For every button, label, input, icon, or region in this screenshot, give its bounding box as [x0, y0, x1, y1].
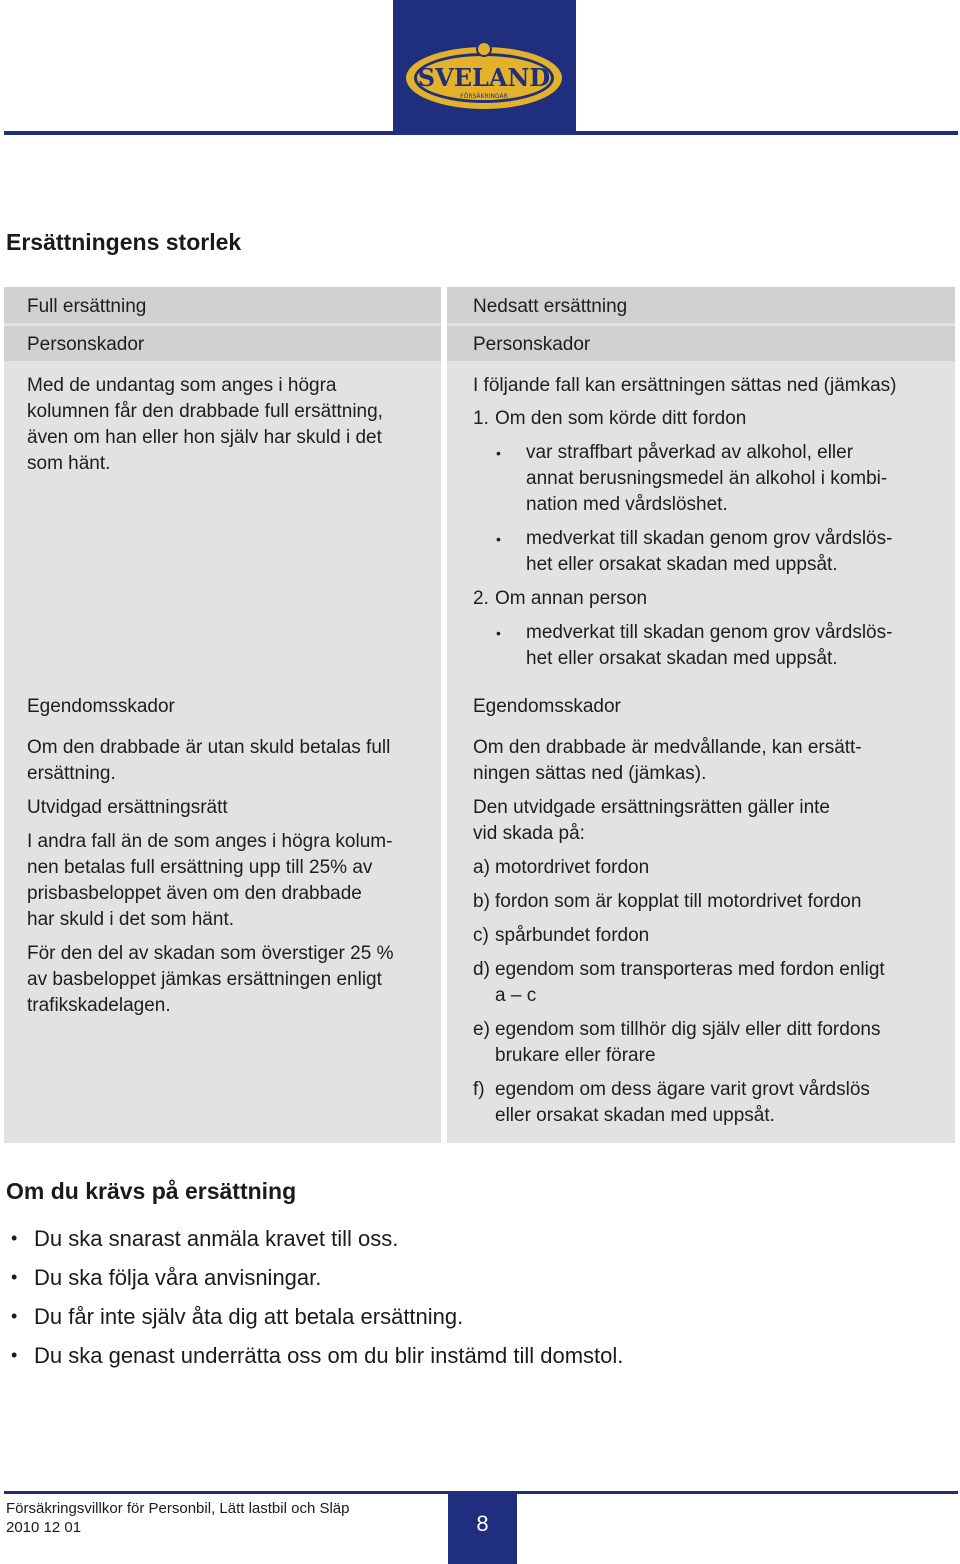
left-utvidgad-line: I andra fall än de som anges i högra kolum-	[27, 831, 393, 852]
header-rule	[4, 131, 958, 135]
left-personskador-line: kolumnen får den drabbade full ersättning,	[27, 401, 383, 422]
list-item-line: fordon som är kopplat till motordrivet fordon	[495, 891, 862, 912]
list-letter: c)	[473, 925, 489, 946]
right-egendom-label: Egendomsskador	[473, 696, 621, 717]
left-personskador-label: Personskador	[27, 334, 145, 355]
list-item-line: motordrivet fordon	[495, 857, 650, 878]
sveland-logo	[401, 40, 568, 120]
left-egendom-line: ersättning.	[27, 763, 116, 784]
list-letter: a)	[473, 857, 490, 878]
left-utvidgad-line: prisbasbeloppet även om den drabbade	[27, 883, 362, 904]
list-letter: e)	[473, 1019, 490, 1040]
left-overstiger-line: För den del av skadan som överstiger 25 %	[27, 943, 394, 964]
right-item1-bullet1-line: var straffbart påverkad av alkohol, eller	[526, 442, 854, 463]
right-item1-bullet2-line: het eller orsakat skadan med uppsåt.	[526, 554, 838, 575]
right-heading: Nedsatt ersättning	[473, 296, 628, 317]
right-egendom-line: Om den drabbade är medvållande, kan ersätt-	[473, 737, 862, 758]
bullet-icon: •	[496, 531, 501, 547]
left-personskador-line: som hänt.	[27, 453, 111, 474]
claim-bullet: Du får inte själv åta dig att betala ersättning.	[34, 1304, 464, 1329]
bullet-icon: •	[11, 1228, 18, 1248]
right-utvidgad-line: Den utvidgade ersättningsrätten gäller inte	[473, 797, 831, 818]
left-utvidgad-line: har skuld i det som hänt.	[27, 909, 234, 930]
section-title-ersattningens-storlek: Ersättningens storlek	[6, 229, 242, 255]
list-item-line: eller orsakat skadan med uppsåt.	[495, 1105, 775, 1126]
right-item1-text: Om den som körde ditt fordon	[495, 408, 747, 429]
right-item2-number: 2.	[473, 588, 489, 609]
list-item-line: brukare eller förare	[495, 1045, 656, 1066]
list-item-line: egendom som tillhör dig själv eller ditt fordons	[495, 1019, 881, 1040]
logo-subtext: FÖRSÄKRINGAR	[460, 93, 508, 100]
claim-bullet: Du ska genast underrätta oss om du blir instämd till domstol.	[34, 1343, 624, 1368]
left-utvidgad-label: Utvidgad ersättningsrätt	[27, 797, 228, 818]
footer-doc-title: Försäkringsvillkor för Personbil, Lätt lastbil och Släp	[6, 1500, 350, 1517]
left-personskador-line: även om han eller hon själv har skuld i det	[27, 427, 382, 448]
list-item-line: spårbundet fordon	[495, 925, 650, 946]
right-item2-bullet1-line: medverkat till skadan genom grov vårdslös-	[526, 622, 893, 643]
right-egendom-line: ningen sättas ned (jämkas).	[473, 763, 707, 784]
bullet-icon: •	[11, 1267, 18, 1287]
right-utvidgad-line: vid skada på:	[473, 823, 585, 844]
left-overstiger-line: av basbeloppet jämkas ersättningen enligt	[27, 969, 382, 990]
right-item1-number: 1.	[473, 408, 489, 429]
logo-wordmark: SVELAND	[417, 63, 551, 92]
footer-date: 2010 12 01	[6, 1519, 82, 1536]
left-utvidgad-line: nen betalas full ersättning upp till 25% av	[27, 857, 373, 878]
list-item-line: a – c	[495, 985, 537, 1006]
list-letter: f)	[473, 1079, 485, 1100]
page-number: 8	[448, 1491, 517, 1564]
left-egendom-line: Om den drabbade är utan skuld betalas full	[27, 737, 391, 758]
bullet-icon: •	[11, 1306, 18, 1326]
left-personskador-line: Med de undantag som anges i högra	[27, 375, 337, 396]
bullet-icon: •	[11, 1345, 18, 1365]
claim-bullet: Du ska följa våra anvisningar.	[34, 1265, 322, 1290]
left-egendom-label: Egendomsskador	[27, 696, 175, 717]
left-overstiger-line: trafikskadelagen.	[27, 995, 171, 1016]
bullet-icon: •	[496, 625, 501, 641]
right-item1-bullet1-line: nation med vårdslöshet.	[526, 494, 728, 515]
list-letter: d)	[473, 959, 490, 980]
list-item-line: egendom som transporteras med fordon enligt	[495, 959, 885, 980]
section-title-om-du-kravs: Om du krävs på ersättning	[6, 1178, 297, 1204]
right-item1-bullet2-line: medverkat till skadan genom grov vårdslös-	[526, 528, 893, 549]
right-item2-bullet1-line: het eller orsakat skadan med uppsåt.	[526, 648, 838, 669]
list-letter: b)	[473, 891, 490, 912]
compensation-table	[4, 287, 955, 1143]
bullet-icon: •	[496, 445, 501, 461]
right-intro: I följande fall kan ersättningen sättas ned (jämkas)	[473, 375, 897, 396]
logo-panel	[393, 0, 576, 134]
right-personskador-label: Personskador	[473, 334, 591, 355]
list-item-line: egendom om dess ägare varit grovt vårdslös	[495, 1079, 870, 1100]
right-item2-text: Om annan person	[495, 588, 648, 609]
claim-bullet: Du ska snarast anmäla kravet till oss.	[34, 1226, 399, 1251]
right-item1-bullet1-line: annat berusningsmedel än alkohol i kombi-	[526, 468, 888, 489]
left-heading: Full ersättning	[27, 296, 147, 317]
